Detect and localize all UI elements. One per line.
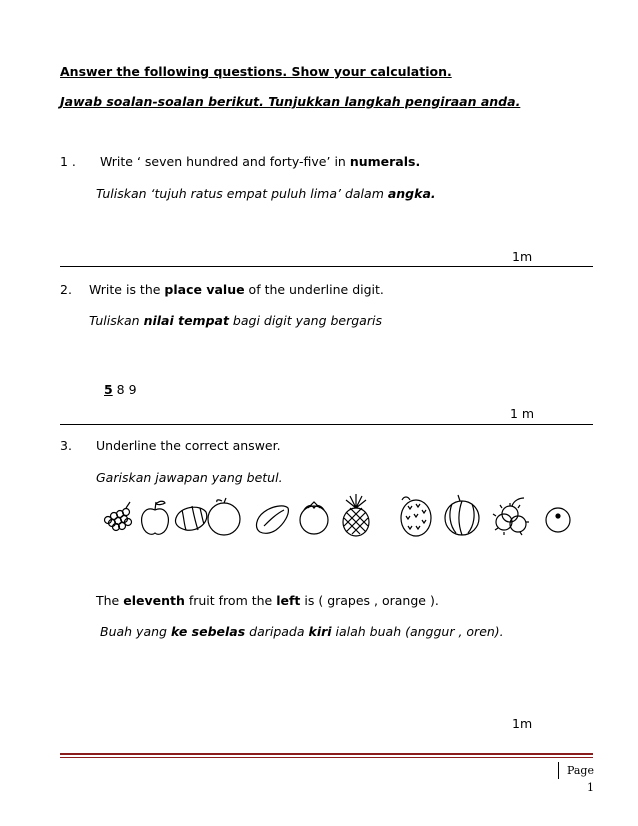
q1-english-bold: numerals. — [349, 154, 421, 169]
q2-malay-bold: nilai tempat — [143, 313, 229, 328]
q3-number: 3. — [60, 438, 72, 453]
q3-mark: 1m — [512, 716, 533, 731]
rambutan-icon — [493, 498, 529, 535]
grapes-icon — [105, 502, 132, 531]
q2-english-text: Write is the — [89, 282, 165, 297]
mango-icon — [257, 506, 289, 533]
q3-en-part-2: fruit from the — [184, 593, 277, 608]
q2-english — [89, 282, 384, 298]
q2-number-value — [104, 382, 137, 398]
q1-malay-bold: angka. — [387, 186, 436, 201]
q1-number: 1 . — [60, 154, 76, 169]
q2-number: 2. — [60, 282, 72, 297]
q3-ms-part-2: daripada — [245, 624, 309, 639]
q1-english-text: Write ‘ seven hundred and forty-five’ in — [100, 154, 350, 169]
q2-malay-text: Tuliskan — [89, 313, 144, 328]
q3-en-part-3: is ( grapes , orange ). — [300, 593, 439, 608]
starfruit-icon — [175, 506, 206, 530]
q2-mark: 1 m — [510, 406, 535, 421]
pineapple-icon — [343, 494, 369, 536]
q1-malay — [96, 186, 436, 202]
q3-ms-part-1: Buah yang — [100, 624, 171, 639]
q3-sentence-malay — [100, 624, 504, 640]
q3-malay: Gariskan jawapan yang betul. — [96, 470, 283, 485]
q1-mark: 1m — [512, 249, 533, 264]
watermelon-icon — [445, 495, 479, 535]
durian-icon — [401, 497, 431, 536]
apple-icon — [142, 501, 169, 534]
q3-english: Underline the correct answer. — [96, 438, 281, 453]
q3-en-bold-left: left — [276, 593, 301, 608]
fruit-row — [100, 492, 585, 538]
q2-english-text-end: of the underline digit. — [244, 282, 384, 297]
page-number: Page 1 — [558, 762, 594, 779]
orange-icon — [208, 498, 240, 535]
q2-divider — [60, 424, 593, 425]
q3-ms-bold-ke-sebelas: ke sebelas — [170, 624, 246, 639]
q2-malay — [89, 313, 382, 329]
mangosteen-icon — [300, 502, 328, 534]
q2-underlined-digit: 5 — [104, 382, 113, 397]
q3-sentence-english — [96, 593, 439, 609]
q2-english-bold: place value — [164, 282, 245, 297]
q2-other-digits: 8 9 — [112, 382, 137, 397]
q1-malay-text: Tuliskan ‘tujuh ratus empat puluh lima’ dalam — [96, 186, 388, 201]
q3-en-bold-eleventh: eleventh — [123, 593, 185, 608]
q3-en-part-1: The — [96, 593, 124, 608]
small-orange-icon — [546, 508, 570, 532]
instruction-malay: Jawab soalan-soalan berikut. Tunjukkan langkah pengiraan anda. — [60, 94, 521, 109]
q3-ms-bold-kiri: kiri — [308, 624, 332, 639]
footer-divider — [60, 753, 593, 758]
instruction-english: Answer the following questions. Show your calculation. — [60, 64, 452, 79]
q2-malay-text-end: bagi digit yang bergaris — [228, 313, 382, 328]
q3-ms-part-3: ialah buah (anggur , oren). — [331, 624, 504, 639]
q1-english — [100, 154, 420, 170]
q1-divider — [60, 266, 593, 267]
